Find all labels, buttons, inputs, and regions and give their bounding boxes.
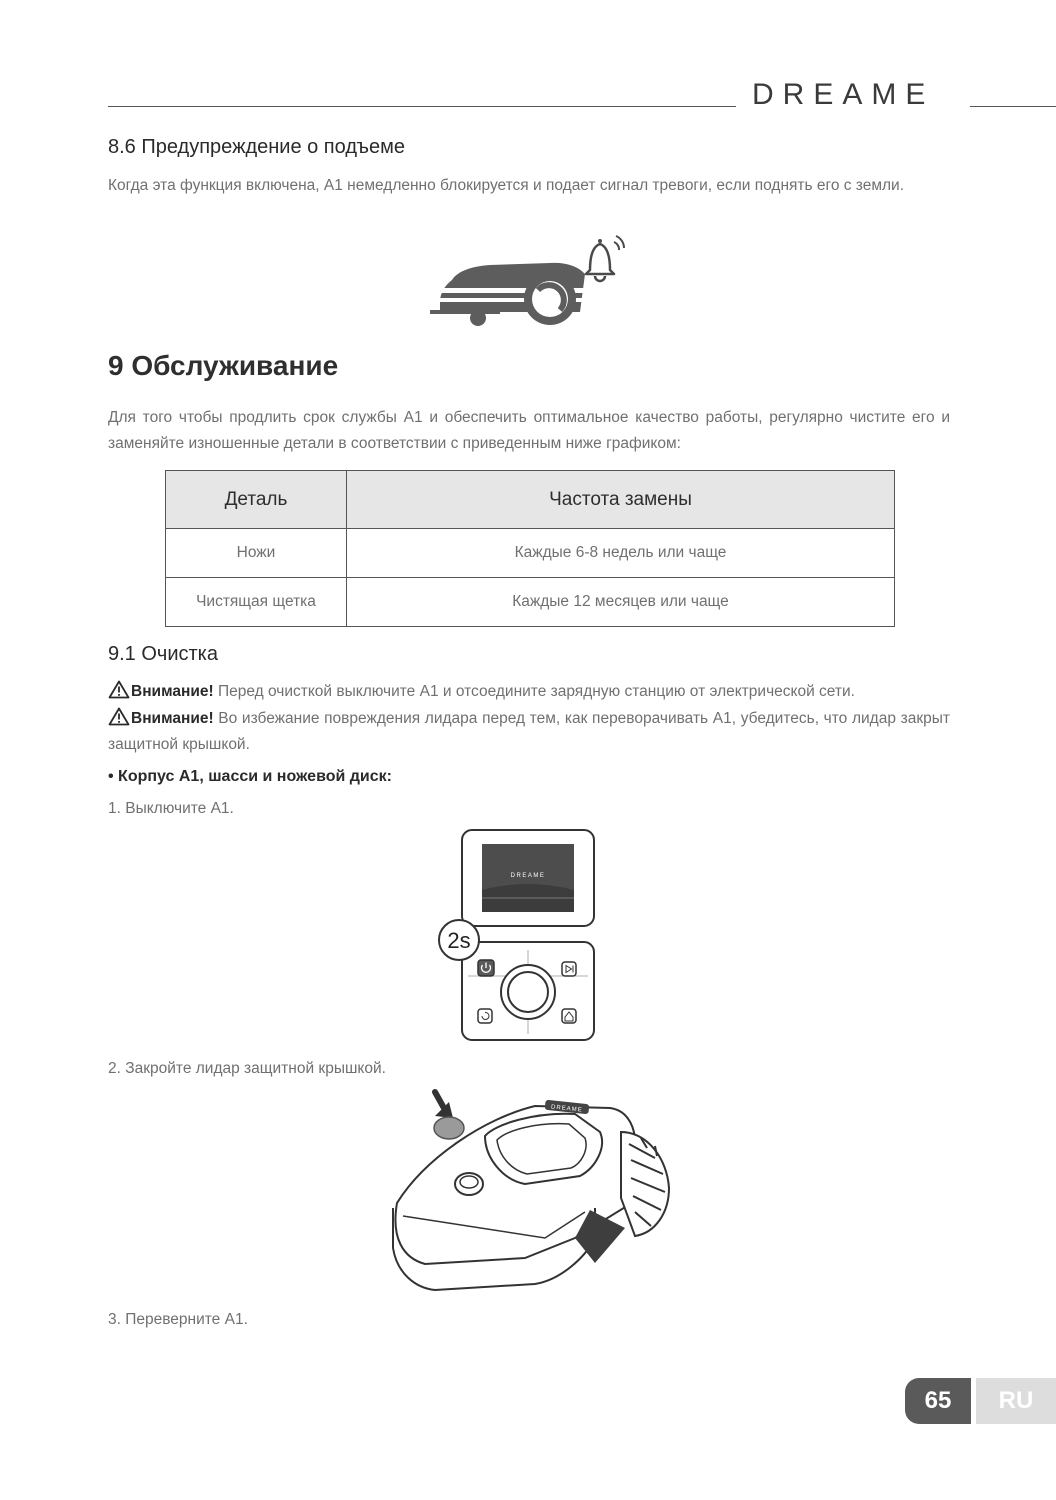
power-button-icon bbox=[478, 960, 494, 976]
step-2: 2. Закройте лидар защитной крышкой. bbox=[108, 1060, 386, 1077]
table-header-row bbox=[166, 471, 895, 529]
warning-lidar-cover bbox=[108, 706, 950, 757]
section-9-1-title: 9.1 Очистка bbox=[108, 643, 218, 665]
wheel-icon bbox=[621, 1132, 669, 1236]
brand-logo: DREAME bbox=[752, 78, 935, 111]
warning-triangle-icon bbox=[108, 707, 130, 726]
control-panel-illustration bbox=[436, 826, 600, 1044]
section-9-body: Для того чтобы продлить срок службы A1 и обеспечить оптимальное качество работы, регулярно чистите его и заменяйте изношенные детали в соответствии с приведенным ниже графиком: bbox=[108, 409, 950, 452]
section-9-title: 9 Обслуживание bbox=[108, 350, 339, 381]
back-button-icon bbox=[478, 1009, 492, 1023]
table-row bbox=[166, 578, 895, 627]
hold-time-badge bbox=[439, 920, 479, 960]
home-button-icon bbox=[562, 1009, 576, 1023]
screen-brand-text: DREAME bbox=[510, 873, 546, 879]
lidar-cover bbox=[434, 1117, 464, 1139]
table-cell-part: Чистящая щетка bbox=[166, 578, 347, 627]
robot-lidar-cover-illustration bbox=[385, 1088, 675, 1298]
cleaning-subheading: • Корпус A1, шасси и ножевой диск: bbox=[108, 768, 392, 785]
bell-icon bbox=[586, 236, 624, 281]
table-cell-frequency: Каждые 6-8 недель или чаще bbox=[347, 529, 895, 578]
robot-brand-text: DREAME bbox=[550, 1104, 583, 1114]
page-number-badge: 65 bbox=[905, 1378, 971, 1424]
maintenance-schedule-table bbox=[165, 470, 895, 627]
column-header-frequency: Частота замены bbox=[347, 471, 895, 529]
header-rule-right bbox=[970, 106, 1056, 107]
step-3: 3. Переверните A1. bbox=[108, 1311, 248, 1328]
warning-text: Перед очисткой выключите A1 и отсоедините зарядную станцию от электрической сети. bbox=[213, 683, 855, 700]
table-cell-frequency: Каждые 12 месяцев или чаще bbox=[347, 578, 895, 627]
language-badge: RU bbox=[976, 1378, 1056, 1424]
warning-label: Внимание! bbox=[131, 710, 214, 727]
header-rule-left bbox=[108, 106, 736, 107]
play-button-icon bbox=[562, 962, 576, 976]
mower-silhouette-icon bbox=[430, 263, 586, 326]
lift-alarm-illustration bbox=[430, 232, 630, 332]
warning-text: Во избежание повреждения лидара перед тем, как переворачивать A1, убедитесь, что лидар закрыт защитной крышкой. bbox=[108, 710, 950, 753]
step-1: 1. Выключите A1. bbox=[108, 800, 234, 817]
warning-power-off bbox=[108, 680, 953, 701]
column-header-part: Деталь bbox=[166, 471, 347, 529]
warning-label: Внимание! bbox=[131, 683, 214, 700]
section-8-6-title: 8.6 Предупреждение о подъеме bbox=[108, 136, 406, 158]
down-arrow-icon bbox=[435, 1092, 453, 1118]
table-row bbox=[166, 529, 895, 578]
section-8-6-body: Когда эта функция включена, A1 немедленно блокируется и подает сигнал тревоги, если поднять его с земли. bbox=[108, 177, 905, 194]
table-cell-part: Ножи bbox=[166, 529, 347, 578]
warning-triangle-icon bbox=[108, 680, 130, 699]
hold-time-label: 2s bbox=[447, 928, 471, 953]
